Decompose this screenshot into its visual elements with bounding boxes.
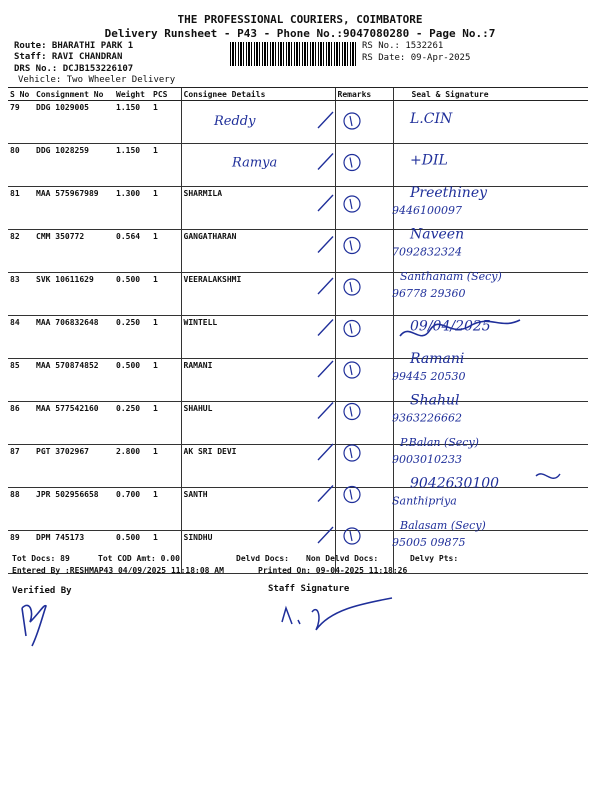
row-remarks bbox=[335, 445, 393, 488]
runsheet-title: Delivery Runsheet - P43 - Phone No.:9047080280 - Page No.:7 bbox=[104, 27, 496, 40]
signature-line-2: 7092832324 bbox=[392, 245, 462, 259]
signature-line-2: 9363226662 bbox=[392, 411, 462, 425]
row-pcs: 1 bbox=[151, 144, 181, 187]
row-remarks bbox=[335, 488, 393, 531]
row-remarks bbox=[335, 101, 393, 144]
row-signature bbox=[393, 144, 588, 187]
row-remarks bbox=[335, 402, 393, 445]
row-remarks bbox=[335, 187, 393, 230]
runsheet-table bbox=[8, 87, 588, 574]
row-weight: 0.564 bbox=[114, 230, 151, 273]
row-consignee: AK SRI DEVI bbox=[181, 445, 335, 488]
table-row bbox=[8, 187, 588, 230]
signature-line-1: 9042630100 bbox=[410, 475, 500, 492]
row-pcs: 1 bbox=[151, 187, 181, 230]
row-sno: 87 bbox=[8, 445, 34, 488]
row-consignment-no: MAA 706832648 bbox=[34, 316, 114, 359]
row-weight: 0.500 bbox=[114, 273, 151, 316]
row-weight: 1.150 bbox=[114, 101, 151, 144]
table-row bbox=[8, 144, 588, 187]
row-consignment-no: CMM 350772 bbox=[34, 230, 114, 273]
row-consignment-no: DPM 745173 bbox=[34, 531, 114, 574]
handwritten-consignee: Ramya bbox=[232, 155, 278, 171]
entered-by: Entered By :RESHMAP43 04/09/2025 11:18:08 AM bbox=[12, 566, 224, 575]
row-weight: 0.250 bbox=[114, 402, 151, 445]
row-weight: 0.250 bbox=[114, 316, 151, 359]
row-pcs: 1 bbox=[151, 273, 181, 316]
col-remarks: Remarks bbox=[335, 88, 393, 101]
row-weight: 1.300 bbox=[114, 187, 151, 230]
row-consignee: GANGATHARAN bbox=[181, 230, 335, 273]
row-consignee: RAMANI bbox=[181, 359, 335, 402]
signature-line-1: Ramani bbox=[410, 351, 465, 367]
total-docs: Tot Docs: 89 bbox=[12, 554, 70, 563]
row-consignee: WINTELL bbox=[181, 316, 335, 359]
row-consignee: SANTH bbox=[181, 488, 335, 531]
row-consignment-no: SVK 10611629 bbox=[34, 273, 114, 316]
signature-line-2: 9446100097 bbox=[392, 204, 462, 217]
row-signature bbox=[393, 273, 588, 316]
row-signature bbox=[393, 402, 588, 445]
table-row bbox=[8, 101, 588, 144]
staff-signature-label: Staff Signature bbox=[268, 584, 350, 594]
row-consignment-no: PGT 3702967 bbox=[34, 445, 114, 488]
row-consignment-no: MAA 570874852 bbox=[34, 359, 114, 402]
row-sno: 89 bbox=[8, 531, 34, 574]
row-weight: 1.150 bbox=[114, 144, 151, 187]
row-consignee: SHARMILA bbox=[181, 187, 335, 230]
row-signature bbox=[393, 488, 588, 531]
row-sno: 80 bbox=[8, 144, 34, 187]
signature-line-2: 9003010233 bbox=[392, 453, 462, 466]
row-pcs: 1 bbox=[151, 488, 181, 531]
row-signature bbox=[393, 101, 588, 144]
rs-number: RS No.: 1532261 bbox=[362, 41, 444, 51]
delivery-points: Delvy Pts: bbox=[410, 554, 459, 563]
col-sno: S No bbox=[8, 88, 34, 101]
vehicle-label: Vehicle: Two Wheeler Delivery bbox=[18, 75, 176, 85]
row-consignee bbox=[181, 101, 335, 144]
row-signature bbox=[393, 445, 588, 488]
table-row bbox=[8, 402, 588, 445]
non-delivered-docs: Non Delvd Docs: bbox=[306, 554, 379, 563]
table-row bbox=[8, 488, 588, 531]
col-seal-signature: Seal & Signature bbox=[393, 88, 588, 101]
row-pcs: 1 bbox=[151, 101, 181, 144]
col-weight: Weight bbox=[114, 88, 151, 101]
table-row bbox=[8, 316, 588, 359]
signature-line-1: P.Balan (Secy) bbox=[400, 436, 479, 449]
row-signature bbox=[393, 316, 588, 359]
row-sno: 86 bbox=[8, 402, 34, 445]
row-signature bbox=[393, 230, 588, 273]
row-consignment-no: DDG 1029005 bbox=[34, 101, 114, 144]
row-consignee bbox=[181, 144, 335, 187]
signature-line-2: 99445 20530 bbox=[392, 370, 466, 383]
total-cod: Tot COD Amt: 0.00 bbox=[98, 554, 180, 563]
rs-date: RS Date: 09-Apr-2025 bbox=[362, 53, 471, 63]
table-header-row bbox=[8, 88, 588, 101]
row-sno: 84 bbox=[8, 316, 34, 359]
row-consignee: VEERALAKSHMI bbox=[181, 273, 335, 316]
signature-line-1: +DIL bbox=[410, 152, 448, 169]
signature-line-1: Santhanam (Secy) bbox=[400, 270, 502, 283]
table-row bbox=[8, 445, 588, 488]
row-weight: 0.500 bbox=[114, 531, 151, 574]
handwritten-consignee: Reddy bbox=[214, 114, 256, 129]
row-consignee: SINDHU bbox=[181, 531, 335, 574]
row-sno: 88 bbox=[8, 488, 34, 531]
row-remarks bbox=[335, 359, 393, 402]
signature-line-1: Balasam (Secy) bbox=[400, 519, 486, 532]
drs-label: DRS No.: DCJB153226107 bbox=[14, 64, 134, 74]
route-label: Route: BHARATHI PARK 1 bbox=[14, 41, 134, 51]
signature-line-1: Naveen bbox=[410, 226, 465, 243]
signature-line-1: 09/04/2025 bbox=[410, 318, 491, 335]
row-signature bbox=[393, 187, 588, 230]
row-sno: 82 bbox=[8, 230, 34, 273]
row-pcs: 1 bbox=[151, 230, 181, 273]
barcode-image bbox=[230, 42, 356, 66]
signature-line-1: L.CIN bbox=[410, 111, 453, 127]
verified-signature bbox=[22, 605, 46, 646]
staff-label: Staff: RAVI CHANDRAN bbox=[14, 52, 123, 62]
signature-line-2: 95005 09875 bbox=[392, 536, 466, 549]
table-row bbox=[8, 359, 588, 402]
row-consignment-no: MAA 575967989 bbox=[34, 187, 114, 230]
row-pcs: 1 bbox=[151, 359, 181, 402]
row-consignee: SHAHUL bbox=[181, 402, 335, 445]
col-consignee: Consignee Details bbox=[181, 88, 335, 101]
staff-signature bbox=[282, 598, 392, 630]
signature-line-1: Preethiney bbox=[410, 185, 488, 201]
signature-line-2: 96778 29360 bbox=[392, 287, 466, 300]
row-remarks bbox=[335, 316, 393, 359]
row-pcs: 1 bbox=[151, 531, 181, 574]
row-sno: 85 bbox=[8, 359, 34, 402]
row-weight: 0.500 bbox=[114, 359, 151, 402]
company-title: THE PROFESSIONAL COURIERS, COIMBATORE bbox=[177, 13, 423, 26]
row-sno: 79 bbox=[8, 101, 34, 144]
signature-line-2: Santhipriya bbox=[392, 494, 457, 508]
verified-by-label: Verified By bbox=[12, 586, 72, 596]
table-row bbox=[8, 230, 588, 273]
col-consignment: Consignment No bbox=[34, 88, 114, 101]
delivered-docs: Delvd Docs: bbox=[236, 554, 289, 563]
row-consignment-no: MAA 577542160 bbox=[34, 402, 114, 445]
table-row bbox=[8, 273, 588, 316]
row-consignment-no: JPR 502956658 bbox=[34, 488, 114, 531]
row-consignment-no: DDG 1028259 bbox=[34, 144, 114, 187]
row-pcs: 1 bbox=[151, 316, 181, 359]
row-remarks bbox=[335, 144, 393, 187]
row-weight: 2.800 bbox=[114, 445, 151, 488]
row-sno: 83 bbox=[8, 273, 34, 316]
row-signature bbox=[393, 531, 588, 574]
signature-line-1: Shahul bbox=[410, 392, 460, 409]
row-remarks bbox=[335, 230, 393, 273]
printed-on: Printed On: 09-04-2025 11:18:26 bbox=[258, 566, 408, 575]
row-pcs: 1 bbox=[151, 402, 181, 445]
row-weight: 0.700 bbox=[114, 488, 151, 531]
row-remarks bbox=[335, 273, 393, 316]
row-signature bbox=[393, 359, 588, 402]
col-pcs: PCS bbox=[151, 88, 181, 101]
row-sno: 81 bbox=[8, 187, 34, 230]
row-pcs: 1 bbox=[151, 445, 181, 488]
